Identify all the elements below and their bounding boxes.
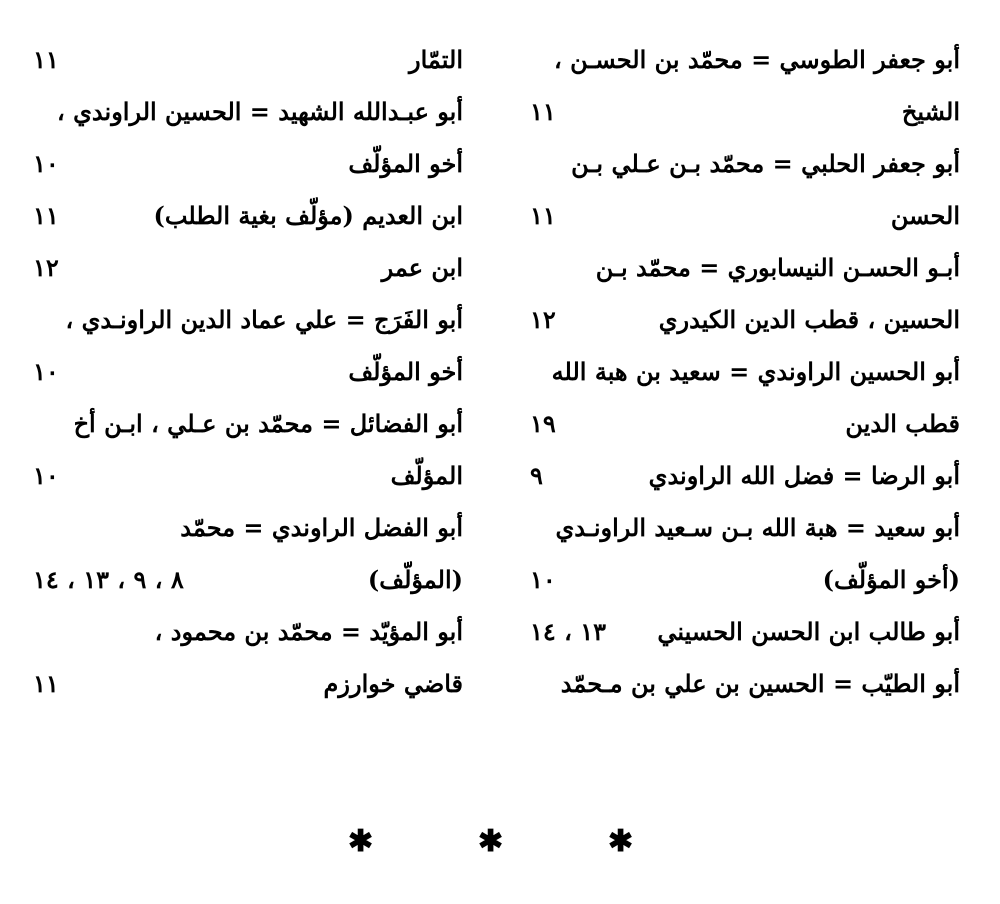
entry-page-number: ١٢ <box>33 253 59 282</box>
index-entry <box>33 92 463 144</box>
entry-text: أبو جعفر الحلبي = محمّد بـن عـلي بـن <box>571 149 960 178</box>
entry-text: أبو الفَرَج = علي عماد الدين الراونـدي ، <box>65 305 463 334</box>
entry-text: قاضي خوارزم <box>323 669 463 698</box>
entry-text: أبو المؤيّد = محمّد بن محمود ، <box>154 617 463 646</box>
index-entry <box>530 508 960 560</box>
entry-text: أبو الحسين الراوندي = سعيد بن هبة الله <box>551 357 960 386</box>
index-entry <box>33 144 463 196</box>
section-separator <box>0 822 1000 862</box>
entry-page-number: ١١ <box>530 201 556 230</box>
entry-text: أبو الرضا = فضل الله الراوندي <box>648 461 960 490</box>
index-entry <box>33 40 463 92</box>
entry-page-number: ١٣ ، ١٤ <box>530 617 607 646</box>
entry-text: أبو جعفر الطوسي = محمّد بن الحسـن ، <box>553 45 960 74</box>
entry-text: أبو عبـدالله الشهيد = الحسين الراوندي ، <box>57 97 463 126</box>
index-column-right <box>530 40 960 716</box>
entry-text: أبو الفضائل = محمّد بن عـلي ، ابـن أخ <box>73 409 463 438</box>
index-entry <box>530 404 960 456</box>
entry-page-number: ١١ <box>530 97 556 126</box>
entry-page-number: ٩ <box>530 461 543 490</box>
index-entry <box>530 248 960 300</box>
entry-text: قطب الدين <box>845 409 960 438</box>
entry-page-number: ١١ <box>33 669 59 698</box>
index-entry <box>33 196 463 248</box>
index-entry <box>33 404 463 456</box>
entry-text: التمّار <box>409 45 463 74</box>
entry-page-number: ١٠ <box>530 565 556 594</box>
entry-page-number: ١٠ <box>33 461 59 490</box>
index-entry <box>530 352 960 404</box>
index-entry <box>530 144 960 196</box>
entry-text: (المؤلّف) <box>367 565 463 594</box>
index-entry <box>530 40 960 92</box>
entry-text: أبو الطيّب = الحسين بن علي بن مـحمّد <box>560 669 960 698</box>
entry-page-number: ١١ <box>33 45 59 74</box>
entry-text: أبو سعيد = هبة الله بـن سـعيد الراونـدي <box>555 513 960 542</box>
index-entry <box>530 612 960 664</box>
entry-page-number: ٨ ، ٩ ، ١٣ ، ١٤ <box>33 565 184 594</box>
entry-text: أبو الفضل الراوندي = محمّد <box>180 513 463 542</box>
entry-text: (أخو المؤلّف) <box>822 565 960 594</box>
index-entry <box>530 560 960 612</box>
index-column-left <box>33 40 463 716</box>
entry-page-number: ١٠ <box>33 149 59 178</box>
index-entry <box>33 612 463 664</box>
asterisk-icon: ✱ <box>348 824 374 859</box>
index-entry <box>33 456 463 508</box>
entry-text: ابن العديم (مؤلّف بغية الطلب) <box>153 201 463 230</box>
index-entry <box>33 508 463 560</box>
entry-text: الحسن <box>890 201 960 230</box>
entry-text: الحسين ، قطب الدين الكيدري <box>658 305 960 334</box>
entry-text: أبو طالب ابن الحسن الحسيني <box>657 617 960 646</box>
index-entry <box>530 664 960 716</box>
entry-text: ابن عمر <box>381 253 463 282</box>
entry-text: أخو المؤلّف <box>348 357 463 386</box>
entry-text: الشيخ <box>901 97 960 126</box>
index-entry <box>33 560 463 612</box>
index-entry <box>530 196 960 248</box>
index-entry <box>33 664 463 716</box>
entry-text: أخو المؤلّف <box>348 149 463 178</box>
asterisk-icon: ✱ <box>478 824 504 859</box>
entry-page-number: ١١ <box>33 201 59 230</box>
index-entry <box>33 352 463 404</box>
index-entry <box>530 92 960 144</box>
entry-text: المؤلّف <box>390 461 463 490</box>
entry-page-number: ١٠ <box>33 357 59 386</box>
index-entry <box>33 248 463 300</box>
index-entry <box>530 456 960 508</box>
entry-page-number: ١٢ <box>530 305 556 334</box>
entry-text: أبـو الحسـن النيسابوري = محمّد بـن <box>595 253 960 282</box>
asterisk-icon: ✱ <box>608 824 634 859</box>
index-entry <box>33 300 463 352</box>
entry-page-number: ١٩ <box>530 409 556 438</box>
index-entry <box>530 300 960 352</box>
